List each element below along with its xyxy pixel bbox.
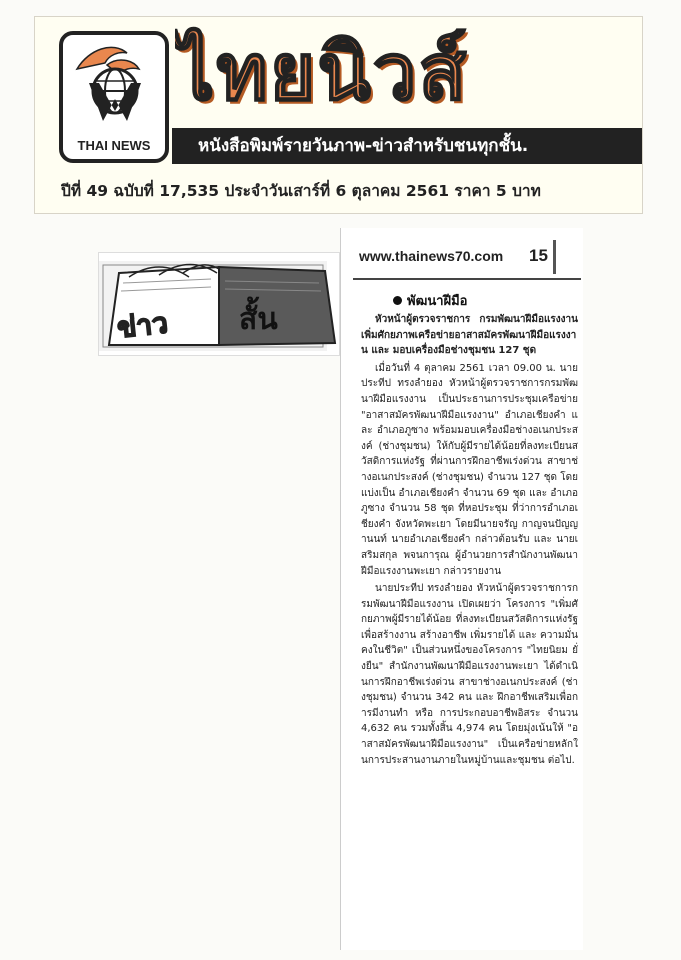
site-url: www.thainews70.com bbox=[359, 248, 504, 264]
bird-globe-emblem-icon bbox=[69, 39, 159, 131]
short-news-section-box bbox=[98, 252, 340, 356]
article-paragraph: หัวหน้าผู้ตรวจราชการ กรมพัฒนาฝีมือแรงงาน เพิ่มศักยภาพเครือข่ายอาสาสมัครพัฒนาฝีมือแรงงาน และ มอบเครื่องมือช่างชุมชน 127 ชุด bbox=[361, 314, 578, 357]
short-news-label-1: ข่าว bbox=[115, 306, 170, 345]
article-paragraph: นายประทีป ทรงลำยอง หัวหน้าผู้ตรวจราชการกรมพัฒนาฝีมือแรงงาน เปิดเผยว่า โครงการ "เพิ่มศักยภาพผู้มีรายได้น้อย ที่ลงทะเบียนสวัสดิการแห่งรัฐ เพื่อสร้างงาน สร้างอาชีพ เพิ่มรายได้ และ ความมั่นคงในชีวิต" เป็นส่วนหนึ่งของโครงการ "ไทยนิยม ยั่งยืน" สำนักงานพัฒนาฝีมือแรงงานพะเยา ได้ดำเนินการฝึกอาชีพเร่งด่วน สาขาช่างอเนกประสงค์ (ช่างชุมชน) จำนวน 342 คน และ ฝึกอาชีพเสริมเพื่อการมีงานทำ หรือ การประกอบอาชีพอิสระ จำนวน 4,632 คน รวมทั้งสิ้น 4,974 คน โดยมุ่งเน้นให้ "อาสาสมัครพัฒนาฝีมือแรงงาน" เป็นเครือข่ายหลักในการประสานงานภายในหมู่บ้านและชุมชน ต่อไป. bbox=[361, 583, 578, 766]
short-news-label-2: สั้น bbox=[239, 302, 278, 337]
open-book-icon bbox=[99, 253, 339, 355]
newspaper-tagline: หนังสือพิมพ์รายวันภาพ-ข่าวสำหรับชนทุกชั้น. bbox=[172, 128, 642, 164]
article-paragraph: เมื่อวันที่ 4 ตุลาคม 2561 เวลา 09.00 น. นายประทีป ทรงลำยอง หัวหน้าผู้ตรวจราชการกรมพัฒนาฝีมือแรงงาน เป็นประธานการประชุมเครือข่าย "อาสาสมัครพัฒนาฝีมือแรงงาน" อำเภอเชียงคำ และ อำเภอภูซาง พร้อมมอบเครื่องมือช่างอเนกประสงค์ (ช่างชุมชน) ให้กับผู้มีรายได้น้อยที่ลงทะเบียนสวัสดิการแห่งรัฐ ที่ผ่านการฝึกอาชีพเร่งด่วน สาขาช่างอเนกประสงค์ (ช่างชุมชน) จำนวน 127 ชุด โดยแบ่งเป็น อำเภอเชียงคำ จำนวน 69 ชุด และ อำเภอภูซาง จำนวน 58 ชุด ที่หอประชุม ที่ว่าการอำเภอเชียงคำ จังหวัดพะเยา โดยมีนายจรัญ กาญจนปัญญานนท์ นายอำเภอเชียงคำ กล่าวต้อนรับ และ นายเสริมสกุล พจนการุณ ผู้อำนวยการสำนักงานพัฒนาฝีมือแรงงานพะเยา กล่าวรายงาน bbox=[361, 362, 578, 577]
logo-caption: THAI NEWS bbox=[77, 138, 151, 153]
issue-info: ปีที่ 49 ฉบับที่ 17,535 ประจำวันเสาร์ที่ 6 ตุลาคม 2561 ราคา 5 บาท bbox=[61, 182, 541, 200]
article-column bbox=[340, 228, 583, 950]
page-number: 15 bbox=[529, 246, 548, 265]
article-headline bbox=[393, 290, 468, 311]
newspaper-title: ไทยนิวส์ bbox=[175, 28, 469, 118]
page-divider bbox=[553, 240, 556, 274]
bullet-icon bbox=[393, 296, 402, 305]
page-header bbox=[353, 234, 581, 280]
article-body bbox=[361, 312, 578, 940]
newspaper-masthead bbox=[34, 16, 643, 214]
headline-text: พัฒนาฝีมือ bbox=[407, 294, 468, 309]
thai-news-logo bbox=[59, 31, 169, 163]
